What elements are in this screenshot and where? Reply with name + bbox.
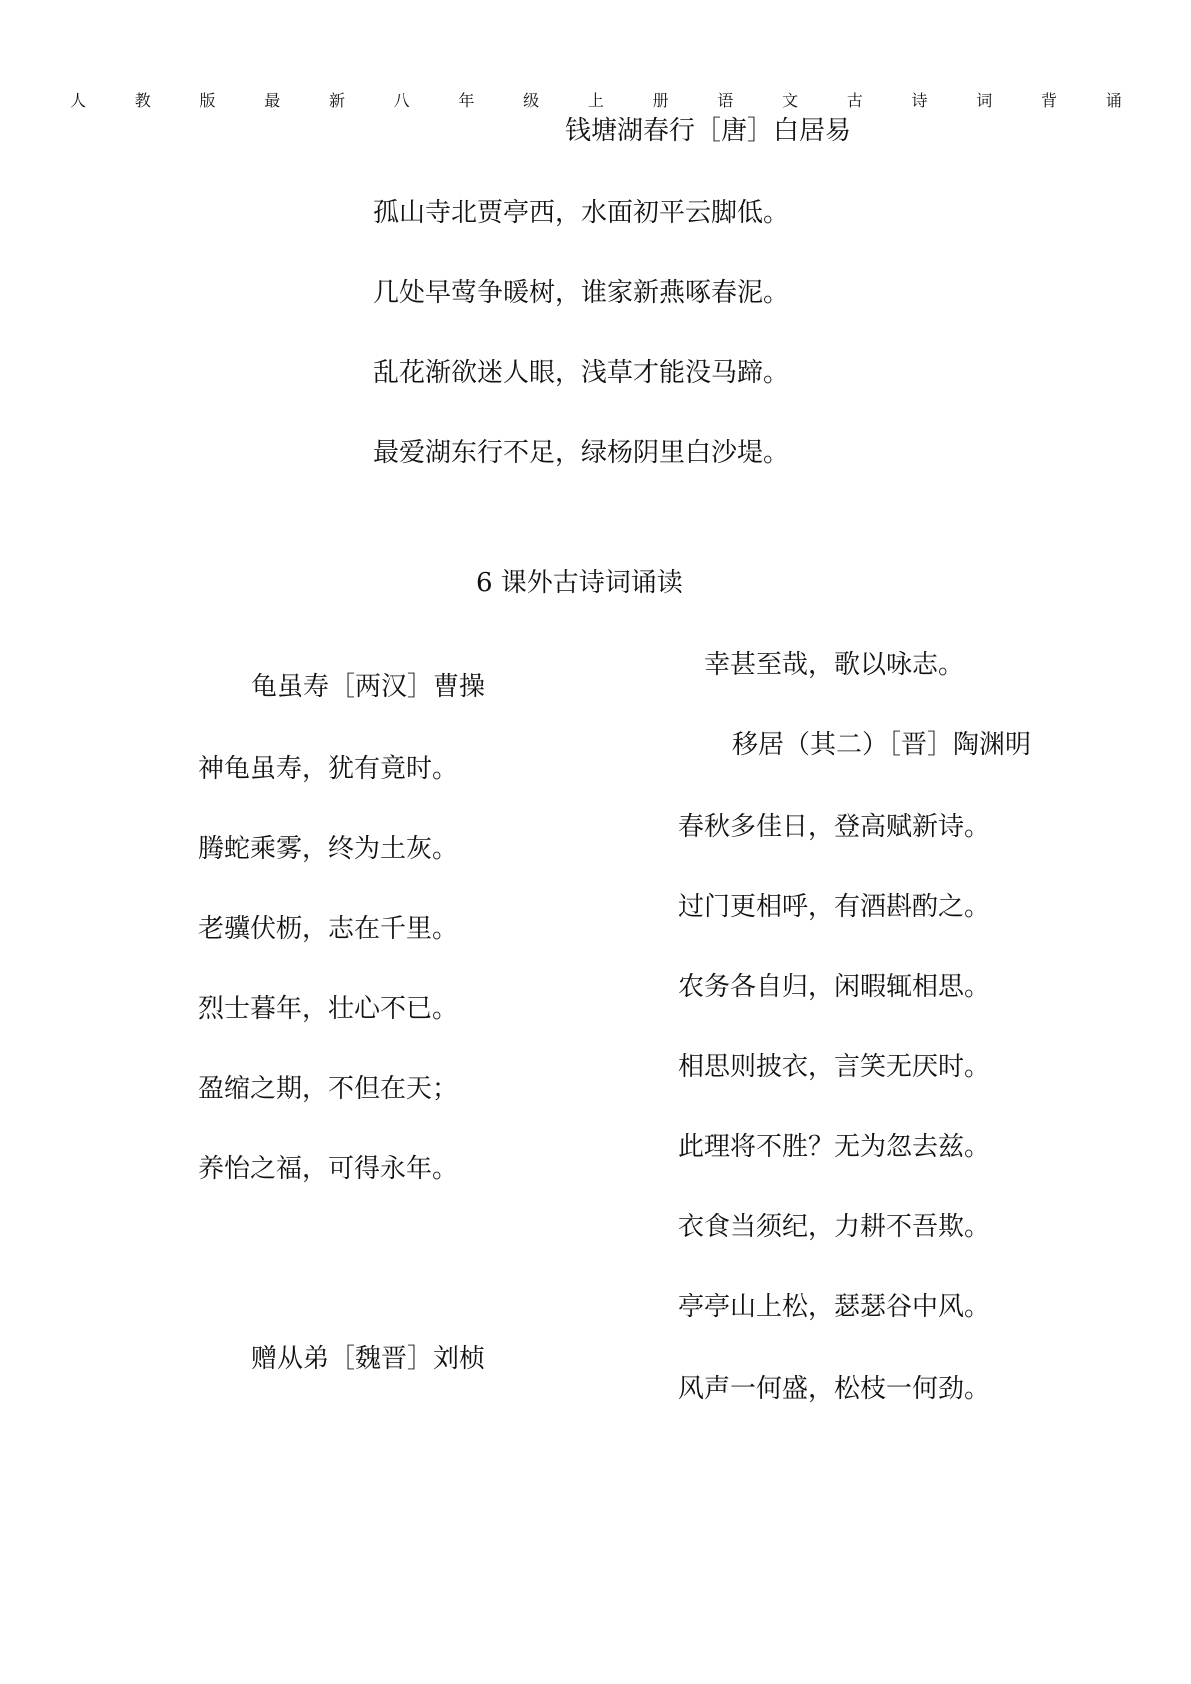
poem-title-guisuishou: 龟虽寿［两汉］曹操: [251, 672, 486, 702]
header-char: 语: [717, 91, 734, 110]
poem-line: 衣食当须纪，力耕不吾欺。: [678, 1212, 991, 1242]
header-char: 册: [652, 91, 669, 110]
poem-line: 烈士暮年，壮心不已。: [198, 994, 459, 1024]
poem-line: 腾蛇乘雾，终为土灰。: [198, 834, 459, 864]
poem-line: 农务各自归，闲暇辄相思。: [678, 972, 991, 1002]
poem-title-zengcongdi: 赠从弟［魏晋］刘桢: [251, 1344, 486, 1374]
poem-line: 盈缩之期，不但在天；: [198, 1074, 459, 1104]
header-char: 八: [393, 91, 410, 110]
header-char: 人: [70, 91, 87, 110]
poem-title-yiju: 移居（其二）［晋］陶渊明: [732, 730, 1032, 760]
header-char: 背: [1041, 91, 1058, 110]
section-title: 6 课外古诗词诵读: [476, 568, 683, 598]
poem-line: 孤山寺北贾亭西，水面初平云脚低。: [373, 198, 790, 228]
header-char: 诵: [1105, 91, 1122, 110]
header-char: 年: [458, 91, 475, 110]
poem-line: 相思则披衣，言笑无厌时。: [678, 1052, 991, 1082]
header-char: 级: [523, 91, 540, 110]
header-char: 版: [199, 91, 216, 110]
poem-title-qiantang: 钱塘湖春行［唐］白居易: [565, 116, 852, 146]
header-char: 上: [587, 91, 604, 110]
poem-line: 最爱湖东行不足，绿杨阴里白沙堤。: [373, 438, 790, 468]
poem-line: 几处早莺争暖树，谁家新燕啄春泥。: [373, 278, 790, 308]
header-char: 文: [782, 91, 799, 110]
poem-line: 神龟虽寿，犹有竟时。: [198, 754, 459, 784]
header-char: 古: [846, 91, 863, 110]
header-char: 词: [976, 91, 993, 110]
poem-line: 此理将不胜？无为忽去兹。: [678, 1132, 991, 1162]
header-char: 新: [328, 91, 345, 110]
page-header: [70, 90, 1122, 112]
poem-line: 春秋多佳日，登高赋新诗。: [678, 812, 991, 842]
header-char: 最: [264, 91, 281, 110]
poem-line: 过门更相呼，有酒斟酌之。: [678, 892, 991, 922]
poem-line: 乱花渐欲迷人眼，浅草才能没马蹄。: [373, 358, 790, 388]
header-char: 诗: [911, 91, 928, 110]
poem-line: 亭亭山上松，瑟瑟谷中风。: [678, 1292, 991, 1322]
poem-line: 风声一何盛，松枝一何劲。: [678, 1374, 991, 1404]
poem-line: 老骥伏枥，志在千里。: [198, 914, 459, 944]
poem-line: 幸甚至哉，歌以咏志。: [704, 650, 965, 680]
poem-line: 养怡之福，可得永年。: [198, 1154, 459, 1184]
header-char: 教: [134, 91, 151, 110]
